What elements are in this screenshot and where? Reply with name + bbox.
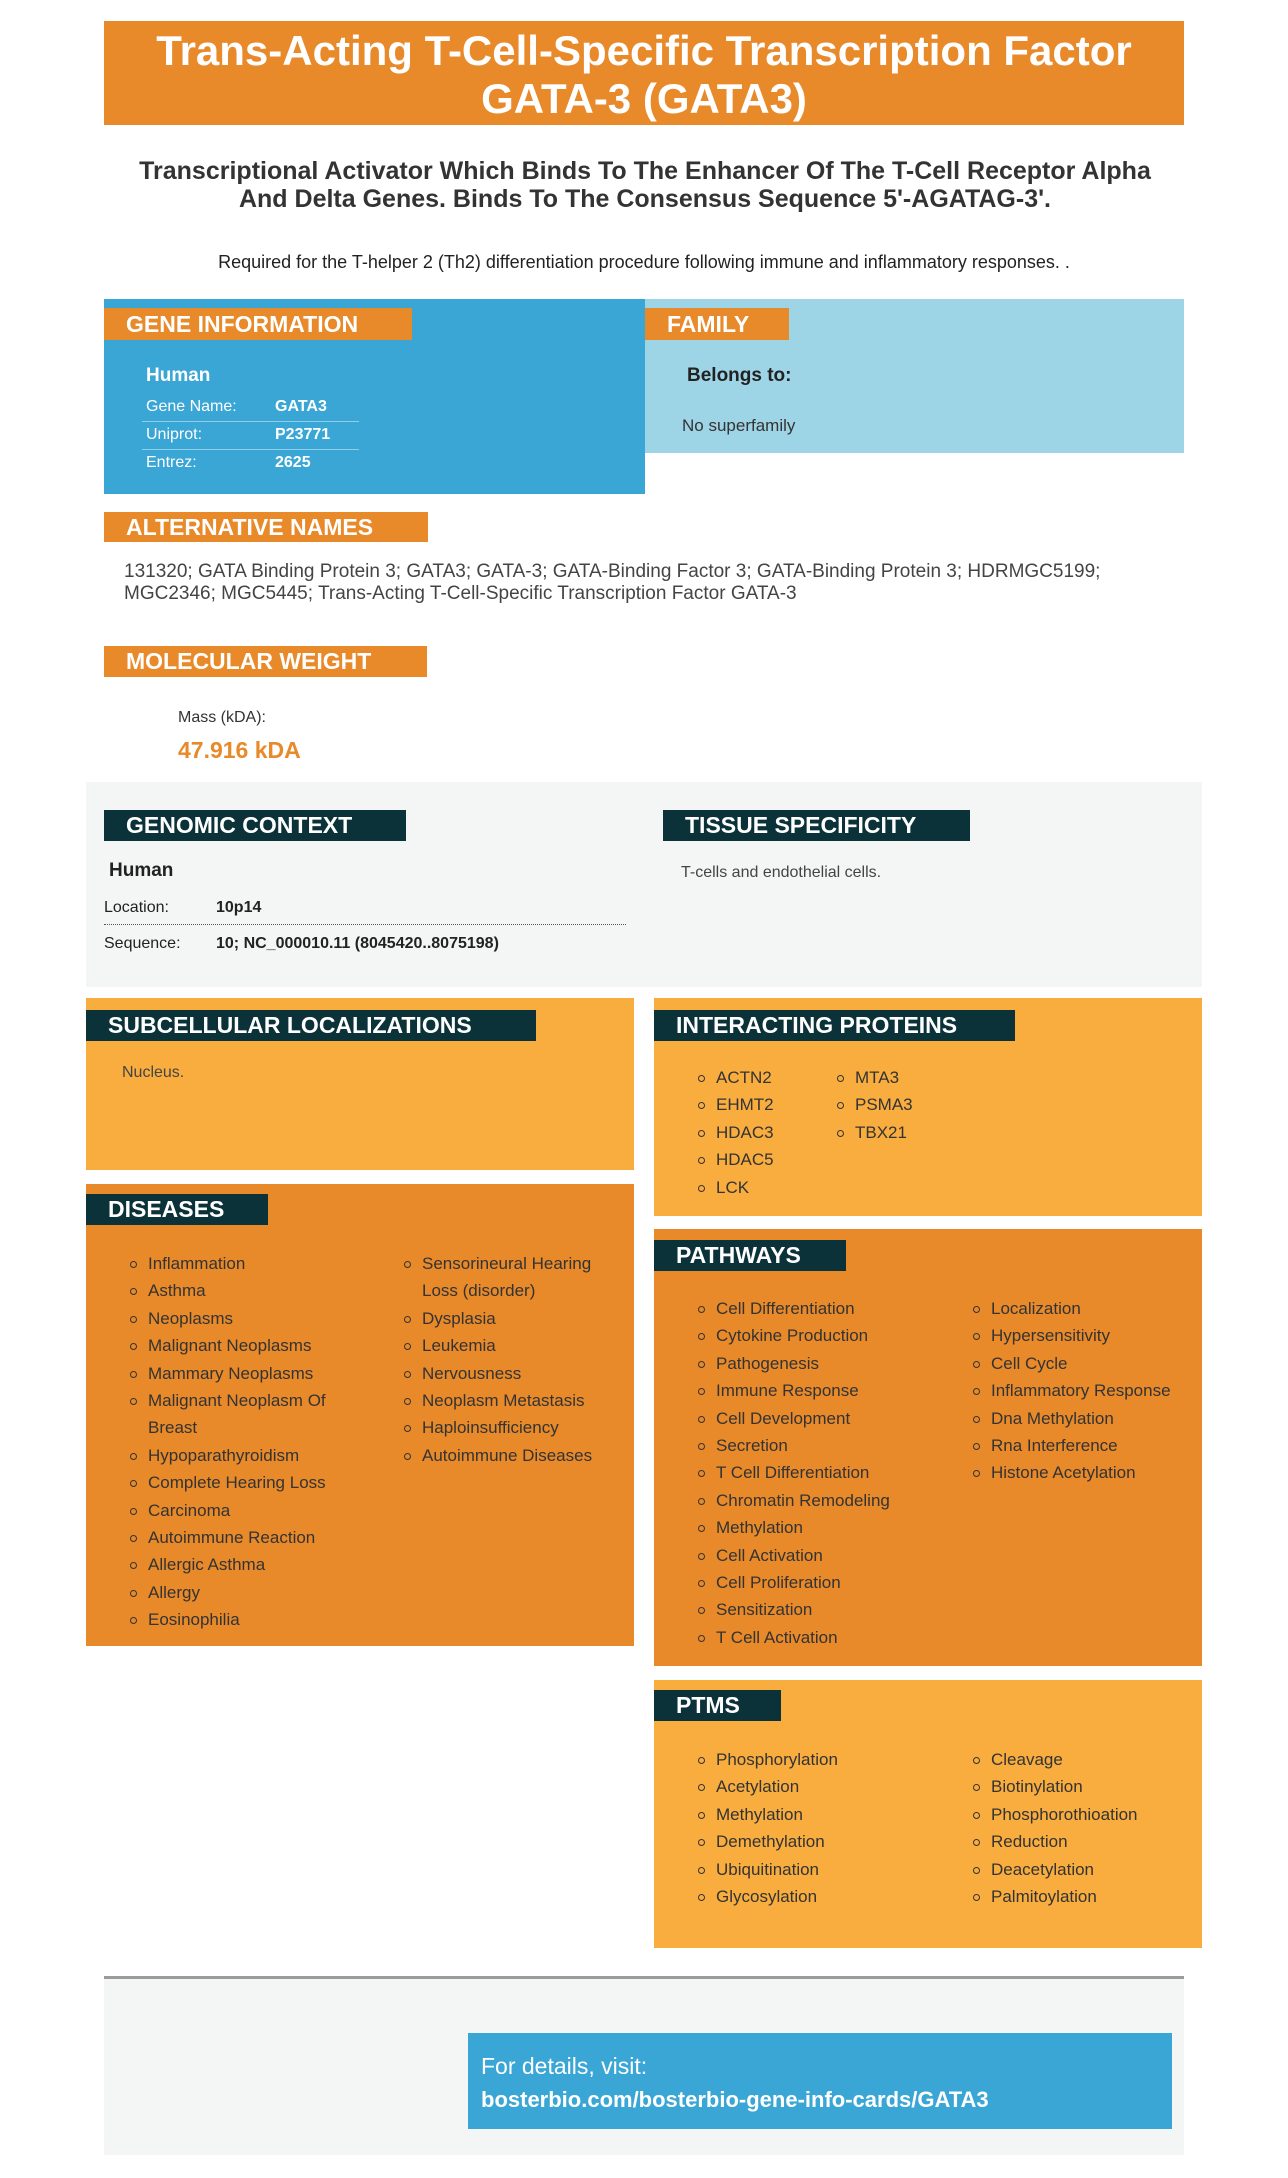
tissue-specificity-heading: TISSUE SPECIFICITY — [663, 810, 970, 841]
list-item: Malignant Neoplasm Of Breast — [130, 1387, 370, 1442]
list-item: Malignant Neoplasms — [130, 1332, 370, 1359]
list-item: PSMA3 — [837, 1091, 913, 1118]
gene-info-key: Gene Name: — [146, 398, 237, 415]
list-item: Eosinophilia — [130, 1606, 370, 1633]
genomic-sequence-row — [104, 927, 626, 960]
list-item: Sensitization — [698, 1596, 890, 1623]
footer-visit-label: For details, visit: — [481, 2053, 648, 2079]
list-item: Complete Hearing Loss — [130, 1469, 370, 1496]
list-item: Chromatin Remodeling — [698, 1487, 890, 1514]
list-item: T Cell Differentiation — [698, 1459, 890, 1486]
list-item: Cell Proliferation — [698, 1569, 890, 1596]
list-item: Hypersensitivity — [973, 1322, 1171, 1349]
alternative-names-text: 131320; GATA Binding Protein 3; GATA3; GATA-3; GATA-Binding Factor 3; GATA-Binding Protein 3; HDRMGC5199; MGC2346; MGC5445; Trans-Acting T-Cell-Specific Transcription Factor GATA-3 — [124, 561, 1101, 604]
list-item: Pathogenesis — [698, 1350, 890, 1377]
list-item: Cleavage — [973, 1746, 1138, 1773]
location-value: 10p14 — [216, 899, 262, 916]
page-title: Trans-Acting T-Cell-Specific Transcription Factor GATA-3 (GATA3) — [104, 21, 1184, 125]
list-item: HDAC5 — [698, 1146, 774, 1173]
pathways-panel — [654, 1229, 1202, 1666]
list-item: MTA3 — [837, 1064, 913, 1091]
list-item: Inflammation — [130, 1250, 370, 1277]
list-item: HDAC3 — [698, 1119, 774, 1146]
list-item: Demethylation — [698, 1828, 838, 1855]
list-item: Deacetylation — [973, 1856, 1138, 1883]
gene-info-table — [142, 394, 359, 478]
tissue-specificity-text: T-cells and endothelial cells. — [681, 864, 882, 881]
gene-info-key: Uniprot: — [146, 426, 203, 443]
list-item: Neoplasms — [130, 1305, 370, 1332]
list-item: Secretion — [698, 1432, 890, 1459]
gene-info-row — [142, 422, 359, 450]
list-item: Leukemia — [404, 1332, 619, 1359]
gene-info-value: 2625 — [275, 454, 311, 471]
mass-label: Mass (kDA): — [178, 709, 266, 726]
list-item: Haploinsufficiency — [404, 1414, 619, 1441]
list-item: Cell Cycle — [973, 1350, 1171, 1377]
list-item: Cell Differentiation — [698, 1295, 890, 1322]
diseases-panel — [86, 1184, 634, 1646]
list-item: Biotinylation — [973, 1773, 1138, 1800]
list-item: Inflammatory Response — [973, 1377, 1171, 1404]
list-item: Phosphorothioation — [973, 1801, 1138, 1828]
list-item: Autoimmune Diseases — [404, 1442, 619, 1469]
list-item: Methylation — [698, 1514, 890, 1541]
page-description: Required for the T-helper 2 (Th2) differentiation procedure following immune and inflammatory responses. . — [218, 252, 1070, 272]
gene-information-heading: GENE INFORMATION — [104, 308, 412, 340]
list-item: Phosphorylation — [698, 1746, 838, 1773]
mass-value: 47.916 kDA — [178, 737, 301, 763]
list-item: Dysplasia — [404, 1305, 619, 1332]
subcellular-text: Nucleus. — [122, 1064, 185, 1081]
pathways-list-2 — [973, 1295, 1171, 1487]
family-belongs-label: Belongs to: — [687, 365, 792, 386]
list-item: Allergy — [130, 1579, 370, 1606]
sequence-value: 10; NC_000010.11 (8045420..8075198) — [216, 934, 499, 952]
pathways-list-1 — [698, 1295, 890, 1651]
ptms-heading: PTMS — [654, 1690, 781, 1721]
list-item: Methylation — [698, 1801, 838, 1828]
list-item: Mammary Neoplasms — [130, 1360, 370, 1387]
list-item: Ubiquitination — [698, 1856, 838, 1883]
pathways-heading: PATHWAYS — [654, 1240, 846, 1271]
footer-url-link[interactable]: bosterbio.com/bosterbio-gene-info-cards/GATA3 — [481, 2087, 989, 2112]
list-item: Allergic Asthma — [130, 1551, 370, 1578]
list-item: Nervousness — [404, 1360, 619, 1387]
list-item: Cytokine Production — [698, 1322, 890, 1349]
genomic-context-heading: GENOMIC CONTEXT — [104, 810, 406, 841]
list-item: TBX21 — [837, 1119, 913, 1146]
list-item: EHMT2 — [698, 1091, 774, 1118]
list-item: Immune Response — [698, 1377, 890, 1404]
location-label: Location: — [104, 899, 169, 916]
list-item: Carcinoma — [130, 1497, 370, 1524]
ptms-list-1 — [698, 1746, 838, 1910]
interacting-proteins-heading: INTERACTING PROTEINS — [654, 1010, 1015, 1041]
list-item: Neoplasm Metastasis — [404, 1387, 619, 1414]
list-item: Asthma — [130, 1277, 370, 1304]
diseases-heading: DISEASES — [86, 1194, 268, 1225]
list-item: T Cell Activation — [698, 1624, 890, 1651]
list-item: ACTN2 — [698, 1064, 774, 1091]
list-item: Cell Activation — [698, 1542, 890, 1569]
gene-info-row — [142, 394, 359, 422]
gene-info-row — [142, 450, 359, 478]
list-item: Sensorineural Hearing Loss (disorder) — [404, 1250, 619, 1305]
list-item: Histone Acetylation — [973, 1459, 1171, 1486]
page-subtitle: Transcriptional Activator Which Binds To The Enhancer Of The T-Cell Receptor Alpha And Delta Genes. Binds To The Consensus Sequence 5'-AGATAG-3'. — [139, 157, 1151, 213]
list-item: Autoimmune Reaction — [130, 1524, 370, 1551]
ptms-list-2 — [973, 1746, 1138, 1910]
list-item: LCK — [698, 1174, 774, 1201]
list-item: Hypoparathyroidism — [130, 1442, 370, 1469]
list-item: Cell Development — [698, 1405, 890, 1432]
family-value: No superfamily — [682, 416, 796, 435]
list-item: Localization — [973, 1295, 1171, 1322]
diseases-list-2 — [404, 1250, 619, 1469]
gene-organism: Human — [146, 365, 211, 386]
list-item: Dna Methylation — [973, 1405, 1171, 1432]
list-item: Reduction — [973, 1828, 1138, 1855]
genomic-organism: Human — [109, 860, 174, 881]
alternative-names-heading: ALTERNATIVE NAMES — [104, 512, 428, 542]
molecular-weight-heading: MOLECULAR WEIGHT — [104, 646, 427, 677]
gene-info-value: P23771 — [275, 426, 331, 443]
subcellular-heading: SUBCELLULAR LOCALIZATIONS — [86, 1010, 536, 1041]
list-item: Acetylation — [698, 1773, 838, 1800]
list-item: Glycosylation — [698, 1883, 838, 1910]
interacting-proteins-list-1 — [698, 1064, 774, 1201]
diseases-list-1 — [130, 1250, 370, 1634]
gene-info-value: GATA3 — [275, 398, 327, 415]
footer-link-box[interactable] — [468, 2033, 1172, 2129]
genomic-location-row — [104, 892, 626, 925]
list-item: Palmitoylation — [973, 1883, 1138, 1910]
list-item: Rna Interference — [973, 1432, 1171, 1459]
gene-info-key: Entrez: — [146, 454, 197, 471]
family-heading: FAMILY — [645, 308, 789, 340]
interacting-proteins-list-2 — [837, 1064, 913, 1146]
sequence-label: Sequence: — [104, 934, 181, 952]
